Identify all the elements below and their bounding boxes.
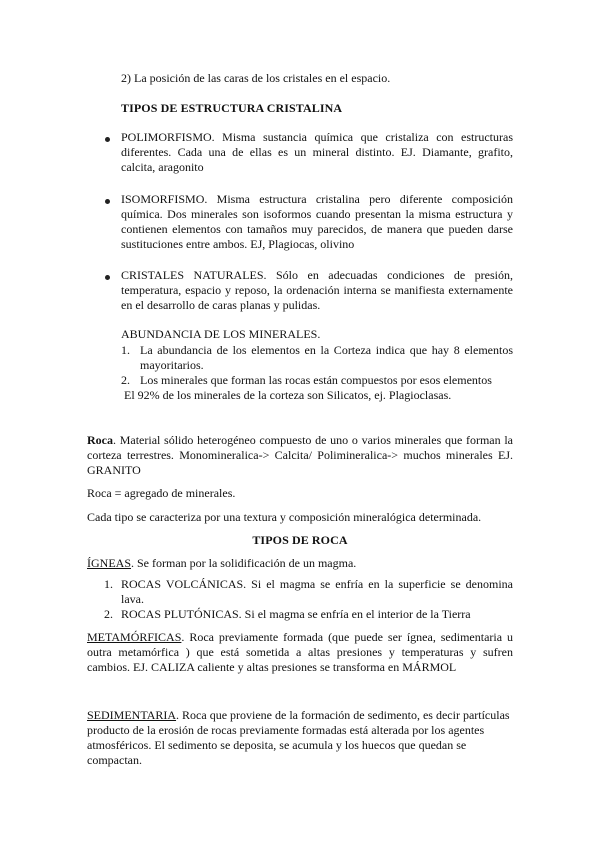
metamorficas-term: METAMÓRFICAS: [87, 630, 182, 644]
roca-term: Roca: [87, 433, 113, 447]
roca-equation: Roca = agregado de minerales.: [87, 486, 236, 500]
bullet-cristales-naturales: CRISTALES NATURALES. Sólo en adecuadas condiciones de presión, temperatura, espacio y reposo, la ordenación interna se manifiesta externamente en el desarrollo de caras planas y pulidas.: [121, 268, 513, 312]
abundancia-note: El 92% de los minerales de la corteza son Silicatos, ej. Plagioclasas.: [124, 388, 452, 402]
list-number: 2.: [121, 373, 130, 387]
sedimentaria-text: . Roca que proviene de la formación de sedimento, es decir partículas producto de la erosión de rocas previamente formadas está alterada por los agentes atmosféricos. El sedimento se deposita, se acumula y los huecos que quedan se compactan.: [87, 708, 510, 767]
bullet-icon: [105, 137, 110, 142]
bullet-polimorfismo: POLIMORFISMO. Misma sustancia química que cristaliza con estructuras diferentes. Cada una de ellas es un mineral distinto. EJ. Diamante, grafito, calcita, aragonito: [121, 130, 513, 174]
igneas-line: [87, 556, 517, 571]
estructura-heading: TIPOS DE ESTRUCTURA CRISTALINA: [121, 101, 343, 115]
sedimentaria-paragraph: [87, 708, 513, 768]
sedimentaria-term: SEDIMENTARIA: [87, 708, 177, 722]
roca-definition-text: . Material sólido heterogéneo compuesto de uno o varios minerales que forman la corteza terrestres. Monomineralica-> Calcita/ Polimineralica-> muchos minerales EJ. GRANITO: [87, 433, 513, 477]
igneas-text: . Se forman por la solidificación de un magma.: [131, 556, 357, 570]
igneas-item-plutonicas: ROCAS PLUTÓNICAS. Si el magma se enfría en el interior de la Tierra: [121, 607, 471, 621]
igneas-term: ÍGNEAS: [87, 556, 131, 570]
bullet-icon: [105, 199, 110, 204]
abundancia-heading: ABUNDANCIA DE LOS MINERALES.: [121, 327, 321, 341]
roca-definition: [87, 433, 513, 478]
list-number: 1.: [121, 343, 130, 357]
intro-line: 2) La posición de las caras de los cristales en el espacio.: [121, 71, 391, 85]
bullet-isomorfismo: ISOMORFISMO. Misma estructura cristalina pero diferente composición química. Dos minerales son isoformos cuando presentan la misma estructura y contienen elementos con tamaños muy parecidos, de manera que pueden darse sustituciones entre ambos. EJ, Plagiocas, olivino: [121, 192, 513, 251]
roca-note: Cada tipo se caracteriza por una textura y composición mineralógica determinada.: [87, 510, 482, 524]
metamorficas-text: . Roca previamente formada (que puede ser ígnea, sedimentaria u outra metamórfica ) que está sometida a altas presiones y temperaturas y sufren cambios. EJ. CALIZA caliente y altas presiones se transforma en MÁRMOL: [87, 630, 513, 674]
tipos-roca-heading: TIPOS DE ROCA: [252, 533, 348, 547]
abundancia-item-2: Los minerales que forman las rocas están compuestos por esos elementos: [140, 373, 492, 387]
list-number: 2.: [104, 607, 113, 621]
igneas-item-volcanicas: ROCAS VOLCÁNICAS. Si el magma se enfría en la superficie se denomina lava.: [121, 577, 513, 606]
abundancia-item-1: La abundancia de los elementos en la Corteza indica que hay 8 elementos mayoritarios.: [140, 343, 513, 372]
bullet-icon: [105, 275, 110, 280]
metamorficas-paragraph: [87, 630, 513, 675]
list-number: 1.: [104, 577, 113, 591]
